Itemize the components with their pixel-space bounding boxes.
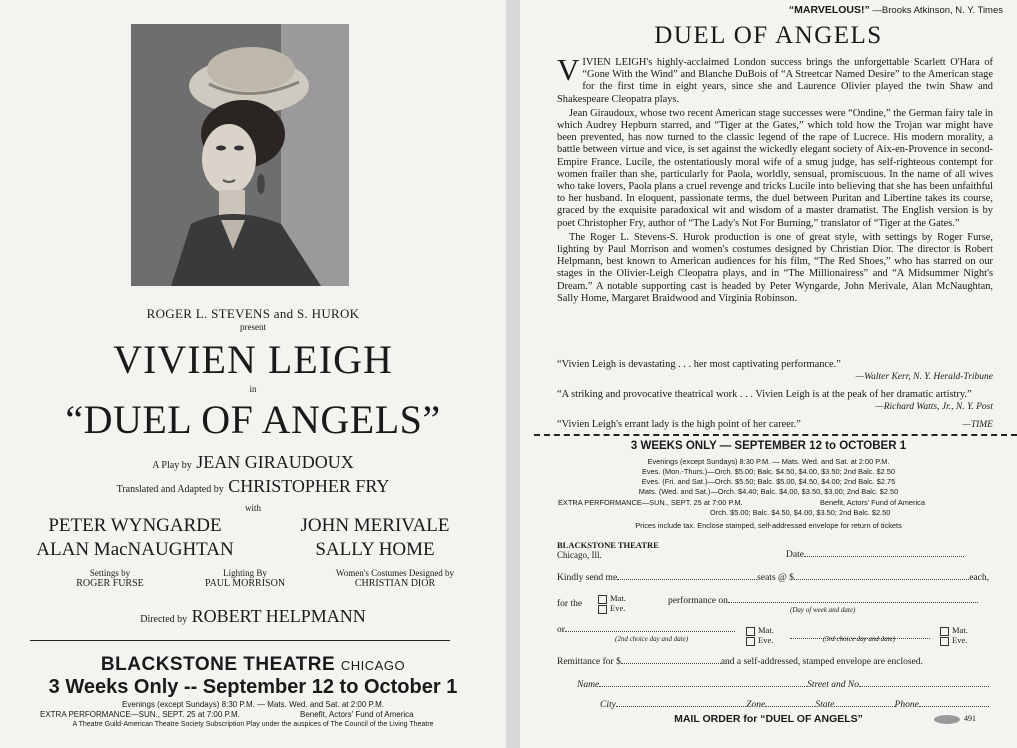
review-text: “A striking and provocative theatrical work . . . Vivien Leigh is at the peak of her dramatic artistry.” <box>557 389 972 400</box>
director-name: ROBERT HELPMANN <box>191 606 366 626</box>
extra-performance: EXTRA PERFORMANCE—SUN., SEPT. 25 at 7:00 P.M. <box>558 498 743 507</box>
remittance-row <box>557 657 989 667</box>
in-label: in <box>249 384 257 394</box>
price-line: Eves. (Mon.-Thurs.)—Orch. $5.00; Balc. $4.50, $4.00, $3.50; 2nd Balc. $2.50 <box>641 467 896 476</box>
kindly-label: Kindly send me <box>557 573 618 583</box>
each-label: each, <box>969 573 989 583</box>
eve-checkbox-2[interactable]: Eve. <box>746 635 773 646</box>
form-city: Chicago, Ill. <box>557 550 602 560</box>
mat-checkbox-2[interactable]: Mat. <box>746 625 774 636</box>
remittance-note: and a self-addressed, stamped envelope are enclosed. <box>720 657 923 667</box>
review-quote <box>557 419 993 431</box>
cut-line <box>534 434 1017 436</box>
zone-label: Zone <box>746 700 766 710</box>
left-page <box>0 0 506 748</box>
cast-member: SALLY HOME <box>315 539 435 560</box>
costumes-credit <box>300 568 490 589</box>
day-week-hint: (Day of week and date) <box>790 606 856 614</box>
benefit-note: Benefit, Actors' Fund of America <box>300 710 414 719</box>
run-dates: 3 Weeks Only -- September 12 to October 1 <box>48 676 458 698</box>
second-choice-hint: (2nd choice day and date) <box>615 635 689 643</box>
performance-field[interactable] <box>668 596 978 606</box>
playwright-name: JEAN GIRAUDOUX <box>196 452 354 472</box>
cast-member: JOHN MERIVALE <box>300 515 450 536</box>
right-page <box>520 0 1017 748</box>
star-name: VIVIEN LEIGH <box>113 337 393 382</box>
address-row <box>577 680 989 690</box>
quantity-row <box>557 573 989 583</box>
date-field[interactable] <box>786 550 964 560</box>
theatre-name: BLACKSTONE THEATRE <box>100 654 336 675</box>
for-the-label: for the <box>557 599 583 609</box>
eve-checkbox[interactable]: Eve. <box>598 603 625 614</box>
page-title: DUEL OF ANGELS <box>654 22 883 49</box>
settings-label: Settings by <box>89 568 131 578</box>
seat-price-field[interactable] <box>794 579 969 580</box>
review-attribution: —Richard Watts, Jr., N. Y. Post <box>875 402 993 412</box>
seat-count-field[interactable] <box>617 579 757 580</box>
divider <box>30 640 450 641</box>
article-body <box>557 52 993 307</box>
tax-note: Prices include tax. Enclose stamped, self-addressed envelope for return of tickets <box>635 521 902 530</box>
settings-credit <box>40 568 180 589</box>
city-field[interactable] <box>616 706 746 707</box>
director-credit <box>0 606 506 627</box>
performance-label: performance on <box>668 596 728 606</box>
top-quote <box>789 4 1003 16</box>
review-text: “Vivien Leigh is devastating . . . her most captivating performance.” <box>557 359 841 370</box>
mail-order-footer: MAIL ORDER for “DUEL OF ANGELS” <box>674 713 863 725</box>
date-label: Date <box>786 550 804 560</box>
benefit-note: Benefit, Actors' Fund of America <box>820 498 925 507</box>
costumes-label: Women's Costumes Designed by <box>335 568 455 578</box>
phone-field[interactable] <box>919 706 989 707</box>
review-attribution: —TIME <box>962 420 993 430</box>
second-choice-field[interactable] <box>557 625 735 635</box>
review-text: “Vivien Leigh's errant lady is the high point of her career.” <box>557 419 801 430</box>
state-label: State <box>815 700 835 710</box>
schedule-line: Evenings (except Sundays) 8:30 P.M. — Mats. Wed. and Sat. at 2:00 P.M. <box>122 700 384 709</box>
play-by-label: A Play by <box>152 460 192 471</box>
review-quote <box>557 389 993 413</box>
translated-label: Translated and Adapted by <box>116 484 224 495</box>
lighting-label: Lighting By <box>223 568 267 578</box>
state-field[interactable] <box>834 706 894 707</box>
remittance-field[interactable] <box>621 663 721 664</box>
city-row <box>600 700 989 710</box>
reviews <box>557 359 993 437</box>
price-line: Mats. (Wed. and Sat.)—Orch. $4.40; Balc. $4.00, $3.50, $3.00; 2nd Balc. $2.50 <box>638 487 899 496</box>
extra-performance: EXTRA PERFORMANCE—SUN., SEPT. 25 at 7:00 P.M. <box>40 710 240 719</box>
presenters-line: ROGER L. STEVENS and S. HUROK <box>146 306 360 321</box>
playwright-credit <box>0 452 506 473</box>
union-bug-icon <box>934 715 960 724</box>
review-attribution: —Walter Kerr, N. Y. Herald-Tribune <box>855 372 993 382</box>
mat-checkbox-3[interactable]: Mat. <box>940 625 968 636</box>
with-label: with <box>244 503 261 513</box>
eve-checkbox-3[interactable]: Eve. <box>940 635 967 646</box>
top-quote-attribution: —Brooks Atkinson, N. Y. Times <box>872 5 1003 16</box>
directed-label: Directed by <box>140 614 188 625</box>
name-field[interactable] <box>599 686 807 687</box>
theatre-heading <box>0 654 506 676</box>
name-label: Name <box>577 680 600 690</box>
review-quote <box>557 359 993 383</box>
price-line: Eves. (Fri. and Sat.)—Orch. $5.50; Balc. $5.00, $4.50, $4.00; 2nd Balc. $2.75 <box>641 477 896 486</box>
cast-member: ALAN MacNAUGHTAN <box>36 539 234 560</box>
mat-checkbox[interactable]: Mat. <box>598 593 626 604</box>
drop-cap: V <box>557 52 580 87</box>
costumes-name: CHRISTIAN DIOR <box>354 578 436 589</box>
subscription-footer: A Theatre Guild-American Theatre Society Subscription Play under the auspices of The Council of the Living Theatre <box>72 721 434 728</box>
paragraph: Jean Giraudoux, whose two recent American stage successes were “Ondine,” the German fairy tale in which Audrey Hepburn starred, and “Tiger at the Gates,” which told how the Trojan war might have been prevented, has now turned to the classic legend of the rape of Lucrece. His modern morality, a battle between virtue and vice, is set against the wickedly elegant society of Aix-en-Provence in second-Empire France. Lucile, the ostentatiously moral wife of a smug judge, has self-righteous contempt for women frailer than she, particularly for Paola, worldly, sensual, promiscuous. In the name of all wives who take lovers, Paola plans a cruel revenge and tricks Lucile into believing that she has been unfaithful to her husband. In eloquent, passionate terms, the duel between Puritan and Libertine takes its course, graced by the exquisite paradoxical wit and wisdom of a master dramatist. The English version is by poet Christopher Fry, author of “The Lady's Not For Burning,” translator of “Tiger at the Gates.” <box>557 107 993 229</box>
translator-name: CHRISTOPHER FRY <box>228 476 390 496</box>
mail-order-heading: 3 WEEKS ONLY — SEPTEMBER 12 to OCTOBER 1 <box>630 440 907 452</box>
phone-label: Phone <box>894 700 919 710</box>
zone-field[interactable] <box>765 706 815 707</box>
third-choice-hint: (3rd choice day and date) <box>823 635 896 643</box>
settings-name: ROGER FURSE <box>76 578 144 589</box>
portrait-photo <box>131 24 349 286</box>
extra-prices: Orch. $5.00; Balc. $4.50, $4.00, $3.50; 2nd Balc. $2.50 <box>710 508 891 517</box>
paragraph: The Roger L. Stevens-S. Hurok production is one of great style, with settings by Roger Furse, lighting by Paul Morrison and women's costumes designed by Christian Dior. The director is Robert Helpmann, best known to American audiences for his film, “The Red Shoes,” who has starred on our stages in the Olivier-Leigh Cleopatra plays, and in “The Millionairess” and “A Midsummer Night's Dream.” A notable supporting cast is headed by Peter Wyngarde, John Merivale, Alan McNaughtan, Sally Home, Margaret Braidwood and Virginia Robinson. <box>557 231 993 304</box>
translator-credit <box>0 476 506 497</box>
play-title: “DUEL OF ANGELS” <box>65 397 441 442</box>
theatre-city: CHICAGO <box>340 658 406 673</box>
lighting-credit <box>175 568 315 589</box>
top-quote-text: “MARVELOUS!” <box>788 4 870 16</box>
paragraph: VIVIEN LEIGH's highly-acclaimed London success brings the unforgettable Scarlett O'Hara of “Gone With the Wind” and Blanche DuBois of “A Streetcar Named Desire” to the American stage for the first time in eight years, since she and Laurence Olivier played the twin Shaw and Shakespeare Cleopatra plays. <box>557 52 993 105</box>
city-label: City <box>600 700 616 710</box>
form-theatre: BLACKSTONE THEATRE <box>557 540 659 550</box>
remittance-label: Remittance for $ <box>557 657 621 667</box>
seats-label: seats @ $ <box>757 573 794 583</box>
print-code: 491 <box>964 714 976 723</box>
street-label: Street and No <box>807 680 859 690</box>
or-label: or <box>557 625 565 635</box>
cast-member: PETER WYNGARDE <box>48 515 222 536</box>
lighting-name: PAUL MORRISON <box>204 578 286 589</box>
price-line: Evenings (except Sundays) 8:30 P.M. — Mats. Wed. and Sat. at 2:00 P.M. <box>647 457 890 466</box>
street-field[interactable] <box>859 686 989 687</box>
present-label: present <box>240 322 266 332</box>
